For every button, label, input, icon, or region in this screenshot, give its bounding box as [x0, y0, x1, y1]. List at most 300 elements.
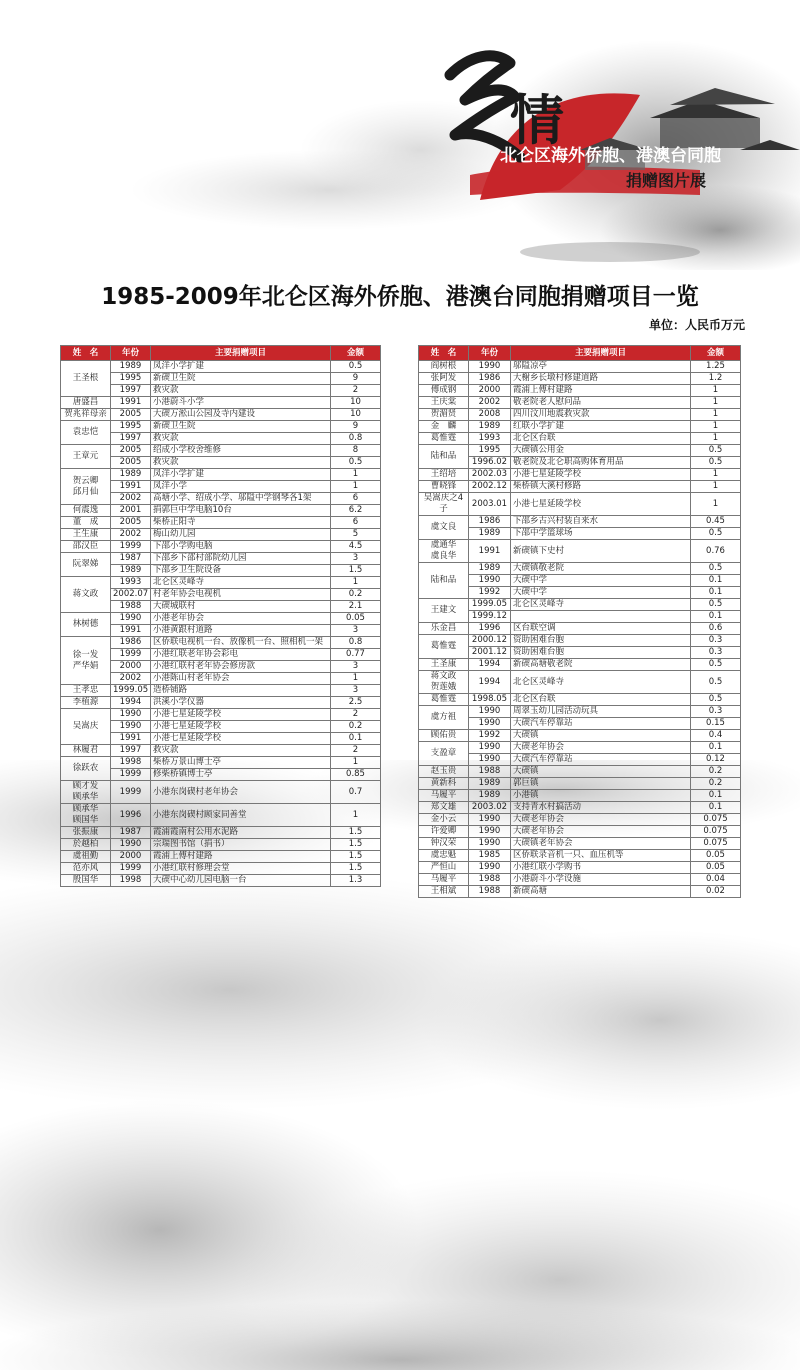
donation-project: 捐郭巨中学电脑10台: [151, 505, 331, 517]
donor-name: 葛惟霆: [419, 635, 469, 659]
table-row: [419, 838, 741, 850]
donor-name: 许爱卿: [419, 826, 469, 838]
donation-project: 北仑区台联: [511, 433, 691, 445]
table-row: [419, 516, 741, 528]
donation-project: 下邵乡古兴村装自来水: [511, 516, 691, 528]
donor-name: 贺湄贤: [419, 409, 469, 421]
table-row: [61, 697, 381, 709]
donation-year: 1994: [469, 659, 511, 671]
donation-project: 小港东岗碶村老年协会: [151, 781, 331, 804]
donation-project: 下邵小学购电脑: [151, 541, 331, 553]
donation-amount: 1: [691, 481, 741, 493]
donation-amount: 4.5: [331, 541, 381, 553]
table-row: [61, 397, 381, 409]
donation-year: 1990: [469, 754, 511, 766]
donation-amount: 1: [691, 421, 741, 433]
donation-year: 1995: [111, 421, 151, 433]
donation-project: 大碶镇: [511, 730, 691, 742]
donation-year: 2003.01: [469, 493, 511, 516]
table-row: [419, 826, 741, 838]
donation-amount: 0.075: [691, 826, 741, 838]
donation-amount: 0.3: [691, 635, 741, 647]
donation-year: 1990: [469, 826, 511, 838]
donation-year: 1987: [111, 553, 151, 565]
column-header-name: 姓 名: [61, 346, 111, 361]
donation-amount: 0.2: [331, 721, 381, 733]
donor-name: 陆和品: [419, 563, 469, 599]
donation-amount: 0.7: [331, 781, 381, 804]
donation-amount: 1: [331, 804, 381, 827]
donation-year: 2002: [469, 397, 511, 409]
table-row: [419, 421, 741, 433]
donation-year: 1992: [469, 587, 511, 599]
column-header-project: 主要捐赠项目: [511, 346, 691, 361]
donation-project: 敬老院及北仑职高购体育用品: [511, 457, 691, 469]
donor-name: 严恒山: [419, 862, 469, 874]
donation-year: 1990: [469, 838, 511, 850]
donor-name: 林树德: [61, 613, 111, 637]
donor-name: 虞通华 虞良华: [419, 540, 469, 563]
donor-name: 金 麟: [419, 421, 469, 433]
donor-name: 虞忠魁: [419, 850, 469, 862]
donation-year: 1985: [469, 850, 511, 862]
donation-table-left: [60, 345, 381, 887]
donation-amount: 1.5: [331, 565, 381, 577]
table-row: [61, 637, 381, 649]
table-row: [61, 361, 381, 373]
donation-project: 资助困难台胞: [511, 647, 691, 659]
donation-amount: 0.5: [331, 457, 381, 469]
table-row: [61, 553, 381, 565]
table-row: [61, 445, 381, 457]
donor-name: 张阿发: [419, 373, 469, 385]
table-row: [61, 541, 381, 553]
donation-year: 1993: [111, 577, 151, 589]
donation-table-right: [418, 345, 741, 898]
donation-project: 大榭乡长墩村修建道路: [511, 373, 691, 385]
donor-name: 支盈章: [419, 742, 469, 766]
table-row: [419, 850, 741, 862]
table-row: [419, 563, 741, 575]
donation-amount: 0.5: [691, 445, 741, 457]
donation-amount: 3: [331, 685, 381, 697]
donation-year: 1987: [111, 827, 151, 839]
column-header-year: 年份: [469, 346, 511, 361]
donation-project: 区侨联电视机一台、放像机一台、照相机一架: [151, 637, 331, 649]
donor-name: 赵玉贵: [419, 766, 469, 778]
exhibition-subtitle-2: 捐赠图片展: [626, 171, 707, 190]
table-row: [61, 851, 381, 863]
table-row: [61, 875, 381, 887]
donation-project: 下邵乡卫生院设备: [151, 565, 331, 577]
donation-amount: 9: [331, 373, 381, 385]
donor-name: 马履平: [419, 790, 469, 802]
donation-project: 小港红联小学购书: [511, 862, 691, 874]
donation-year: 1998: [111, 875, 151, 887]
donation-year: 2002.07: [111, 589, 151, 601]
donation-amount: 1: [691, 469, 741, 481]
donation-year: 1999.05: [111, 685, 151, 697]
donation-year: 1995: [469, 445, 511, 457]
donor-name: 贺兆祥母亲: [61, 409, 111, 421]
donation-project: 区台联空调: [511, 623, 691, 635]
table-row: [61, 685, 381, 697]
table-row: [61, 827, 381, 839]
donor-name: 贺云卿 邱月仙: [61, 469, 111, 505]
donation-year: 1986: [111, 637, 151, 649]
table-row: [419, 469, 741, 481]
logo-character-qing: 情: [510, 88, 564, 152]
donation-project: 大碶中心幼儿园电脑一台: [151, 875, 331, 887]
donation-year: 2002: [111, 673, 151, 685]
donation-amount: 0.8: [331, 433, 381, 445]
donation-project: 大碶镇老年协会: [511, 838, 691, 850]
donation-amount: 0.85: [331, 769, 381, 781]
donation-project: 小港七星延陵学校: [151, 709, 331, 721]
table-row: [419, 742, 741, 754]
donation-project: 小港七星延陵学校: [151, 733, 331, 745]
donation-project: 邬隘凉亭: [511, 361, 691, 373]
donation-project: 大碶老年协会: [511, 742, 691, 754]
table-row: [61, 529, 381, 541]
donor-name: 徐一发 严华娟: [61, 637, 111, 685]
donation-year: 1988: [469, 886, 511, 898]
donation-year: 1989: [111, 565, 151, 577]
table-row: [61, 409, 381, 421]
table-row: [61, 517, 381, 529]
donor-name: 张振康: [61, 827, 111, 839]
donation-amount: 0.4: [691, 730, 741, 742]
donation-year: 2005: [111, 517, 151, 529]
donation-project: 大碶老年协会: [511, 814, 691, 826]
exhibition-subtitle: 北仑区海外侨胞、港澳台同胞: [500, 146, 721, 166]
donation-year: 1999: [111, 769, 151, 781]
page-title: 1985-2009年北仑区海外侨胞、港澳台同胞捐赠项目一览: [101, 284, 699, 310]
donation-amount: 1: [691, 493, 741, 516]
donation-year: 1990: [469, 718, 511, 730]
donor-name: 王孝忠: [61, 685, 111, 697]
donation-year: 1989: [469, 528, 511, 540]
donor-name: 虞祖勤: [61, 851, 111, 863]
donation-year: 1995: [111, 373, 151, 385]
donation-year: 2001: [111, 505, 151, 517]
donation-project: 柴桥正阳寺: [151, 517, 331, 529]
donation-year: 1990: [469, 575, 511, 587]
donation-project: 大碶老年协会: [511, 826, 691, 838]
donation-amount: 0.04: [691, 874, 741, 886]
donation-amount: 10: [331, 409, 381, 421]
donor-name: 虞方祖: [419, 706, 469, 730]
donation-project: 北仑区灵峰寺: [511, 671, 691, 694]
donation-amount: 0.1: [691, 575, 741, 587]
donation-project: 大碶中学: [511, 587, 691, 599]
column-header-amount: 金额: [691, 346, 741, 361]
donor-name: 葛惟霆: [419, 694, 469, 706]
donation-year: 2005: [111, 409, 151, 421]
donation-project: 小港东岗碶村顾家同善堂: [151, 804, 331, 827]
donor-name: 王圣康: [419, 659, 469, 671]
donation-year: 1988: [469, 874, 511, 886]
donation-year: 1991: [111, 733, 151, 745]
table-row: [419, 802, 741, 814]
table-row: [61, 421, 381, 433]
donation-year: 1999: [111, 649, 151, 661]
donation-year: 1990: [469, 862, 511, 874]
donation-year: 1989: [111, 469, 151, 481]
donation-project: 救灾款: [151, 433, 331, 445]
donation-year: 1999: [111, 541, 151, 553]
donation-amount: 10: [331, 397, 381, 409]
donation-project: 下邵乡下邵村部院幼儿园: [151, 553, 331, 565]
donor-name: 王相斌: [419, 886, 469, 898]
table-row: [419, 766, 741, 778]
donation-amount: 1: [331, 481, 381, 493]
unit-label: 单位：人民币万元: [648, 318, 745, 332]
donation-year: 2001.12: [469, 647, 511, 659]
donation-project: 大碶城联村: [151, 601, 331, 613]
donation-year: 1997: [111, 433, 151, 445]
donation-year: 2002.12: [469, 481, 511, 493]
donation-amount: 0.1: [691, 802, 741, 814]
donation-project: 造桥铺路: [151, 685, 331, 697]
donation-project: 小港镇: [511, 790, 691, 802]
donation-year: 1990: [111, 613, 151, 625]
donation-project: 下邵中学篮球场: [511, 528, 691, 540]
donation-project: 红联小学扩建: [511, 421, 691, 433]
donation-amount: 0.1: [691, 790, 741, 802]
donation-amount: 0.5: [691, 457, 741, 469]
donation-amount: 6.2: [331, 505, 381, 517]
donation-amount: 1: [331, 469, 381, 481]
donation-amount: 1.3: [331, 875, 381, 887]
donation-project: 村老年协会电视机: [151, 589, 331, 601]
table-row: [61, 804, 381, 827]
donation-project: 凤洋小学扩建: [151, 469, 331, 481]
donation-amount: 1: [691, 433, 741, 445]
donation-year: 2002: [111, 529, 151, 541]
table-row: [419, 409, 741, 421]
donation-project: 四川汶川地震救灾款: [511, 409, 691, 421]
table-row: [61, 781, 381, 804]
donor-name: 顾才发 顾承华: [61, 781, 111, 804]
donor-name: 虞文良: [419, 516, 469, 540]
donation-project: 修柴桥镇博士亭: [151, 769, 331, 781]
column-header-name: 姓 名: [419, 346, 469, 361]
donation-year: 2005: [111, 457, 151, 469]
donation-amount: 1.5: [331, 839, 381, 851]
table-row: [61, 613, 381, 625]
donation-amount: 8: [331, 445, 381, 457]
donation-project: 小港七星延陵学校: [511, 469, 691, 481]
donor-name: 乐金昌: [419, 623, 469, 635]
donation-amount: 0.5: [331, 361, 381, 373]
donor-name: 李植源: [61, 697, 111, 709]
donor-name: 吴嵩庆之4子: [419, 493, 469, 516]
donor-name: 吴嵩庆: [61, 709, 111, 745]
donation-amount: 1.5: [331, 863, 381, 875]
donor-name: 顾佑贵: [419, 730, 469, 742]
donation-year: 1991: [111, 625, 151, 637]
donation-year: 2003.02: [469, 802, 511, 814]
donation-year: 2005: [111, 445, 151, 457]
donation-project: [511, 611, 691, 623]
donation-year: 1990: [469, 742, 511, 754]
donation-year: 1990: [469, 706, 511, 718]
table-row: [419, 373, 741, 385]
donor-name: 陆和品: [419, 445, 469, 469]
donor-name: 徐跃农: [61, 757, 111, 781]
donation-year: 1996: [469, 623, 511, 635]
donation-amount: 0.075: [691, 814, 741, 826]
donation-amount: 0.3: [691, 647, 741, 659]
donor-name: 钟汉荣: [419, 838, 469, 850]
column-header-project: 主要捐赠项目: [151, 346, 331, 361]
donation-project: 小港红联老年协会彩电: [151, 649, 331, 661]
donation-year: 1989: [111, 361, 151, 373]
donation-amount: 0.05: [691, 850, 741, 862]
table-row: [61, 863, 381, 875]
table-row: [419, 540, 741, 563]
donation-year: 2008: [469, 409, 511, 421]
donor-name: 黄新科: [419, 778, 469, 790]
donation-amount: 5: [331, 529, 381, 541]
table-row: [419, 361, 741, 373]
donation-project: 大碶万淞山公园及寺内建设: [151, 409, 331, 421]
donation-project: 小港老年协会: [151, 613, 331, 625]
donation-amount: 1.5: [331, 851, 381, 863]
table-row: [61, 745, 381, 757]
table-row: [61, 469, 381, 481]
donation-project: 新碶卫生院: [151, 421, 331, 433]
donation-project: 支持青水村搞活动: [511, 802, 691, 814]
donation-project: 新碶卫生院: [151, 373, 331, 385]
donation-amount: 6: [331, 517, 381, 529]
table-row: [419, 886, 741, 898]
donation-amount: 0.6: [691, 623, 741, 635]
ink-landscape-banner: [0, 0, 800, 270]
donor-name: 王绍培: [419, 469, 469, 481]
donation-project: 救灾款: [151, 745, 331, 757]
donor-name: 殷国华: [61, 875, 111, 887]
donation-project: 柴桥万景山博士亭: [151, 757, 331, 769]
table-row: [419, 445, 741, 457]
donation-project: 北仑区灵峰寺: [511, 599, 691, 611]
donation-amount: 1: [691, 397, 741, 409]
donation-amount: 0.5: [691, 563, 741, 575]
donation-year: 1990: [469, 361, 511, 373]
donor-name: 董 成: [61, 517, 111, 529]
column-header-year: 年份: [111, 346, 151, 361]
table-row: [419, 599, 741, 611]
donor-name: 邵汉臣: [61, 541, 111, 553]
donation-project: 凤洋小学扩建: [151, 361, 331, 373]
donation-amount: 2: [331, 385, 381, 397]
donation-amount: 2: [331, 745, 381, 757]
donation-amount: 0.2: [331, 589, 381, 601]
donation-amount: 0.8: [331, 637, 381, 649]
donation-year: 1996: [111, 804, 151, 827]
donation-year: 1991: [469, 540, 511, 563]
donation-year: 1994: [111, 697, 151, 709]
table-row: [61, 709, 381, 721]
donation-amount: 0.1: [691, 611, 741, 623]
donation-amount: 0.5: [691, 659, 741, 671]
donor-name: 范亦风: [61, 863, 111, 875]
donation-project: 宗瑞图书馆（捐书）: [151, 839, 331, 851]
donation-year: 1997: [111, 745, 151, 757]
donation-amount: 1: [331, 757, 381, 769]
donation-project: 新碶高塘敬老院: [511, 659, 691, 671]
donation-year: 1990: [111, 839, 151, 851]
donation-year: 2002.03: [469, 469, 511, 481]
donation-amount: 0.1: [691, 587, 741, 599]
donation-project: 小港蔚斗小学: [151, 397, 331, 409]
donation-year: 1999: [111, 863, 151, 875]
donor-name: 傅成钢: [419, 385, 469, 397]
donation-amount: 0.76: [691, 540, 741, 563]
donation-amount: 1.5: [331, 827, 381, 839]
table-row: [61, 757, 381, 769]
donation-year: 1991: [111, 397, 151, 409]
donor-name: 林履君: [61, 745, 111, 757]
donation-amount: 2.5: [331, 697, 381, 709]
donation-year: 1990: [111, 709, 151, 721]
donor-name: 唐盛昌: [61, 397, 111, 409]
donation-year: 1993: [469, 433, 511, 445]
donation-project: 周翠玉幼儿园活动玩具: [511, 706, 691, 718]
table-row: [419, 397, 741, 409]
donation-project: 新碶高塘: [511, 886, 691, 898]
donor-name: 郑文雄: [419, 802, 469, 814]
donation-amount: 6: [331, 493, 381, 505]
donation-year: 1998: [111, 757, 151, 769]
donor-name: 何震逸: [61, 505, 111, 517]
donation-year: 1999: [111, 781, 151, 804]
table-row: [419, 481, 741, 493]
table-row: [419, 659, 741, 671]
donation-year: 2002: [111, 493, 151, 505]
donation-amount: 0.05: [331, 613, 381, 625]
donation-amount: 0.5: [691, 599, 741, 611]
donation-amount: 3: [331, 553, 381, 565]
donation-amount: 1: [691, 385, 741, 397]
donation-amount: 0.3: [691, 706, 741, 718]
donor-name: 王圣根: [61, 361, 111, 397]
donation-year: 1986: [469, 516, 511, 528]
donation-year: 1986: [469, 373, 511, 385]
donation-amount: 1: [331, 577, 381, 589]
donation-project: 洪溪小学仪器: [151, 697, 331, 709]
donation-year: 1998.05: [469, 694, 511, 706]
donor-name: 王庆棠: [419, 397, 469, 409]
donor-name: 葛惟霆: [419, 433, 469, 445]
donation-project: 大碶中学: [511, 575, 691, 587]
donation-year: 1989: [469, 790, 511, 802]
table-header-row: [419, 346, 741, 361]
donation-amount: 1: [691, 409, 741, 421]
donation-project: 霞浦上傅村建路: [151, 851, 331, 863]
donation-amount: 2: [331, 709, 381, 721]
table-row: [61, 577, 381, 589]
donation-amount: 0.5: [691, 694, 741, 706]
donation-amount: 0.45: [691, 516, 741, 528]
donor-name: 王章元: [61, 445, 111, 469]
donation-year: 1999.12: [469, 611, 511, 623]
donation-amount: 0.1: [331, 733, 381, 745]
donation-project: 梅山幼儿园: [151, 529, 331, 541]
donation-project: 大碶镇: [511, 766, 691, 778]
donor-name: 王生康: [61, 529, 111, 541]
